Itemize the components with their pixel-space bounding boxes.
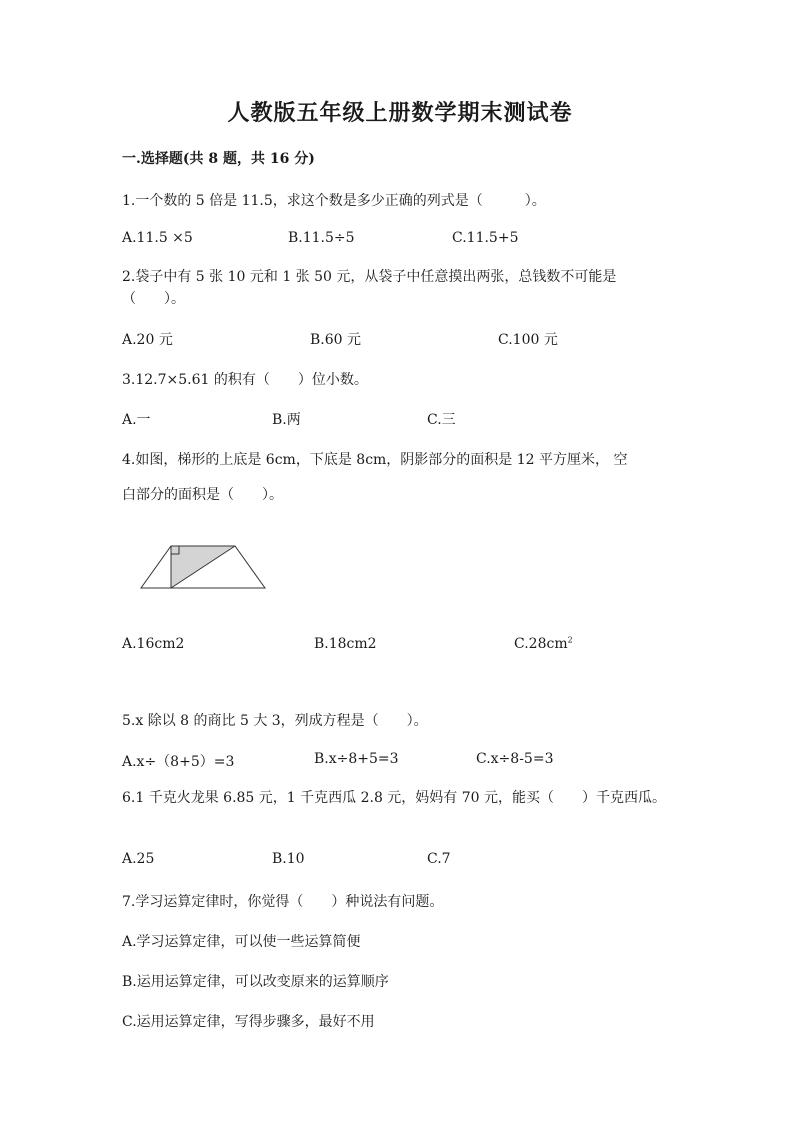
question-5-option-a: A.x÷（8+5）=3	[122, 754, 235, 770]
question-4-stem-line-1: 4.如图，梯形的上底是 6cm，下底是 8cm，阴影部分的面积是 12 平方厘米， 空	[122, 452, 628, 468]
question-5-option-b: B.x÷8+5=3	[314, 751, 399, 767]
question-3-stem: 3.12.7×5.61 的积有（ ）位小数。	[122, 372, 368, 388]
question-2-option-c: C.100 元	[498, 332, 558, 348]
question-6-option-c: C.7	[427, 851, 451, 867]
question-3-option-c: C.三	[427, 412, 456, 428]
question-7-option-c: C.运用运算定律，写得步骤多，最好不用	[122, 1014, 375, 1030]
question-6-stem: 6.1 千克火龙果 6.85 元，1 千克西瓜 2.8 元，妈妈有 70 元，能买（ ）千克西瓜。	[122, 790, 667, 806]
question-1-option-a: A.11.5 ×5	[122, 230, 193, 246]
question-4-stem-line-2: 白部分的面积是（ ）。	[122, 487, 283, 503]
question-1-option-b: B.11.5÷5	[288, 230, 355, 246]
question-1-stem: 1.一个数的 5 倍是 11.5，求这个数是多少正确的列式是（ ）。	[122, 193, 546, 209]
question-6-option-b: B.10	[272, 851, 305, 867]
superscript-two: 2	[567, 635, 573, 645]
question-4-option-c: $C.28cm^2$	[514, 635, 573, 652]
question-5-option-c: C.x÷8-5=3	[476, 751, 554, 767]
question-2-option-b: B.60 元	[310, 332, 362, 348]
question-7-stem: 7.学习运算定律时，你觉得（ ）种说法有问题。	[122, 894, 444, 910]
section-heading: 一.选择题(共 8 题，共 16 分)	[122, 151, 315, 167]
question-3-option-a: A.一	[122, 412, 151, 428]
question-4-option-a: A.16cm2	[122, 636, 185, 652]
page-title: 人教版五年级上册数学期末测试卷	[227, 100, 573, 126]
question-7-option-a: A.学习运算定律，可以使一些运算简便	[122, 934, 361, 950]
trapezoid-figure	[138, 540, 268, 590]
question-3-option-b: B.两	[272, 412, 301, 428]
question-1-option-c: C.11.5+5	[452, 230, 519, 246]
question-5-stem: 5.x 除以 8 的商比 5 大 3，列成方程是（ ）。	[122, 713, 428, 729]
question-6-option-a: A.25	[122, 851, 155, 867]
question-7-option-b: B.运用运算定律，可以改变原来的运算顺序	[122, 974, 389, 990]
question-2-stem: 2.袋子中有 5 张 10 元和 1 张 50 元，从袋子中任意摸出两张，总钱数不可能是（ ）。	[122, 269, 617, 307]
question-4-option-b: B.18cm2	[314, 636, 377, 652]
question-2-option-a: A.20 元	[122, 332, 173, 348]
